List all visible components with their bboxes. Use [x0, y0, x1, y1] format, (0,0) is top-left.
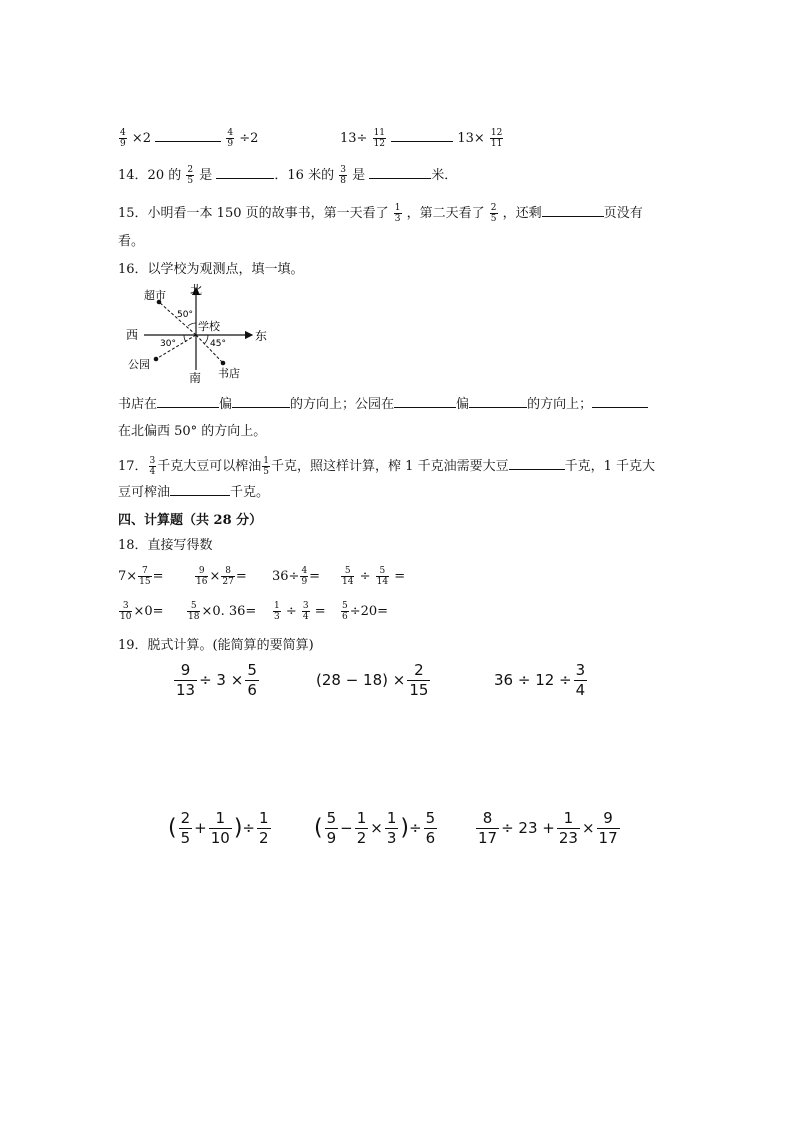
question-16-cont: 在北偏西 50° 的方向上。: [118, 424, 267, 439]
question-15: [118, 203, 643, 224]
question-text: 书店在: [118, 397, 158, 412]
answer-blank[interactable]: [170, 483, 230, 496]
calc-expression-1: $\frac{9}{13}$ ÷ 3 × $\frac{5}{6}$: [176, 661, 257, 699]
question-text: 14．20 的: [118, 168, 182, 183]
north-label: 北: [190, 283, 203, 297]
fraction: $\frac{2}{5}$: [490, 203, 497, 224]
comparison-row: [118, 128, 258, 149]
bookstore-label: 书店: [218, 367, 240, 380]
fraction: $\frac{2}{5}$: [187, 165, 194, 186]
question-text: 千克大豆可以榨油: [157, 459, 262, 474]
mental-math-item: 7× $\frac{7}{15}$ =: [118, 566, 164, 587]
question-16-answers: [118, 395, 648, 415]
answer-blank[interactable]: [391, 129, 453, 142]
question-18-title: 18．直接写得数: [118, 538, 213, 553]
question-text: 千克，1 千克大: [564, 459, 655, 474]
operator: ×2: [131, 131, 152, 146]
question-text: 千克，照这样计算，榨 1 千克油需要大豆: [271, 459, 509, 474]
supermarket-label: 超市: [144, 289, 166, 302]
answer-blank[interactable]: [394, 395, 456, 408]
question-17: [118, 456, 655, 477]
expression-text: 13×: [457, 131, 485, 146]
question-text: ．16 米的: [274, 168, 335, 183]
mental-math-item: $\frac{9}{16}$ × $\frac{8}{27}$ =: [196, 566, 247, 587]
question-text: 15．小明看一本 150 页的故事书，第一天看了: [118, 206, 389, 221]
fraction: $\frac{3}{4}$: [149, 456, 156, 477]
question-text: ，还剩: [502, 206, 542, 221]
answer-blank[interactable]: [369, 166, 431, 179]
calc-expression-6: $\frac{8}{17}$ ÷ 23 + $\frac{1}{23}$ × $\frac{9}{17}$: [478, 809, 618, 847]
calc-expression-4: ( $\frac{2}{5}$ + $\frac{1}{10}$ )÷ $\frac{1}{2}$: [168, 809, 269, 847]
question-number: 17．: [118, 459, 148, 474]
compass-diagram: [118, 280, 268, 385]
answer-blank[interactable]: [592, 395, 648, 408]
angle-label-supermarket: 50°: [177, 310, 193, 320]
east-label: 东: [255, 329, 268, 343]
operator: ÷2: [239, 131, 259, 146]
question-text: 偏: [456, 397, 470, 412]
mental-math-item: $\frac{5}{14}$ ÷ $\frac{5}{14}$ =: [342, 566, 406, 587]
fraction: $\frac{3}{8}$: [340, 165, 346, 186]
angle-arc: [204, 335, 208, 344]
question-text: 千克。: [230, 485, 270, 500]
question-17-cont: [118, 483, 269, 503]
south-label: 南: [189, 371, 202, 385]
mental-math-item: $\frac{5}{18}$ ×0. 36=: [188, 601, 257, 622]
school-label: 学校: [198, 320, 220, 333]
angle-label-bookstore: 45°: [210, 339, 226, 349]
fraction: $\frac{1}{3}$: [394, 203, 401, 224]
answer-blank[interactable]: [157, 395, 219, 408]
question-text: 是: [352, 168, 366, 183]
question-15-cont: 看。: [118, 234, 145, 249]
calc-expression-3: 36 ÷ 12 ÷ $\frac{3}{4}$: [494, 661, 586, 699]
question-14: [118, 165, 457, 186]
angle-label-park: 30°: [160, 339, 176, 349]
question-text: 页没有: [603, 206, 643, 221]
question-16-title: 16．以学校为观测点，填一填。: [118, 262, 304, 277]
question-text: 豆可榨油: [118, 485, 171, 500]
bookstore-point: [221, 361, 226, 366]
question-text: 的方向上；公园在: [290, 397, 395, 412]
fraction: $\frac{12}{11}$: [490, 128, 503, 149]
angle-arc: [184, 335, 186, 342]
calc-expression-5: ( $\frac{5}{9}$ − $\frac{1}{2}$ × $\frac{1}{3}$ )÷ $\frac{5}{6}$: [314, 809, 436, 847]
answer-blank[interactable]: [155, 129, 221, 142]
west-label: 西: [126, 328, 139, 342]
question-text: ，第二天看了: [406, 206, 485, 221]
park-label: 公园: [128, 358, 150, 371]
answer-blank[interactable]: [469, 395, 527, 408]
answer-blank[interactable]: [232, 395, 290, 408]
fraction: $\frac{11}{12}$: [373, 128, 386, 149]
mental-math-item: 36÷ $\frac{4}{9}$ =: [272, 566, 321, 587]
park-point: [154, 357, 159, 362]
answer-blank[interactable]: [216, 166, 274, 179]
angle-arc: [188, 323, 196, 326]
mental-math-item: $\frac{5}{6}$ ÷20=: [342, 601, 389, 622]
calc-expression-2: (28 − 18) × $\frac{2}{15}$: [316, 661, 429, 699]
fraction: $\frac{1}{5}$: [263, 456, 270, 477]
question-19-title: 19．脱式计算。(能简算的要简算): [118, 638, 314, 653]
section-heading: 四、计算题（共 28 分）: [118, 513, 263, 528]
mental-math-item: $\frac{3}{10}$ ×0=: [120, 601, 164, 622]
question-text: 偏: [219, 397, 233, 412]
fraction: $\frac{4}{9}$: [227, 128, 234, 149]
question-text: 是: [199, 168, 213, 183]
comparison-row-right: [340, 128, 504, 149]
answer-blank[interactable]: [509, 457, 565, 470]
answer-blank[interactable]: [542, 204, 604, 217]
mental-math-item: $\frac{1}{3}$ ÷ $\frac{3}{4}$ =: [274, 601, 326, 622]
question-text: 米．: [431, 168, 458, 183]
expression-text: 13÷: [340, 131, 368, 146]
fraction: $\frac{4}{9}$: [120, 128, 126, 149]
question-text: 的方向上；: [527, 397, 593, 412]
